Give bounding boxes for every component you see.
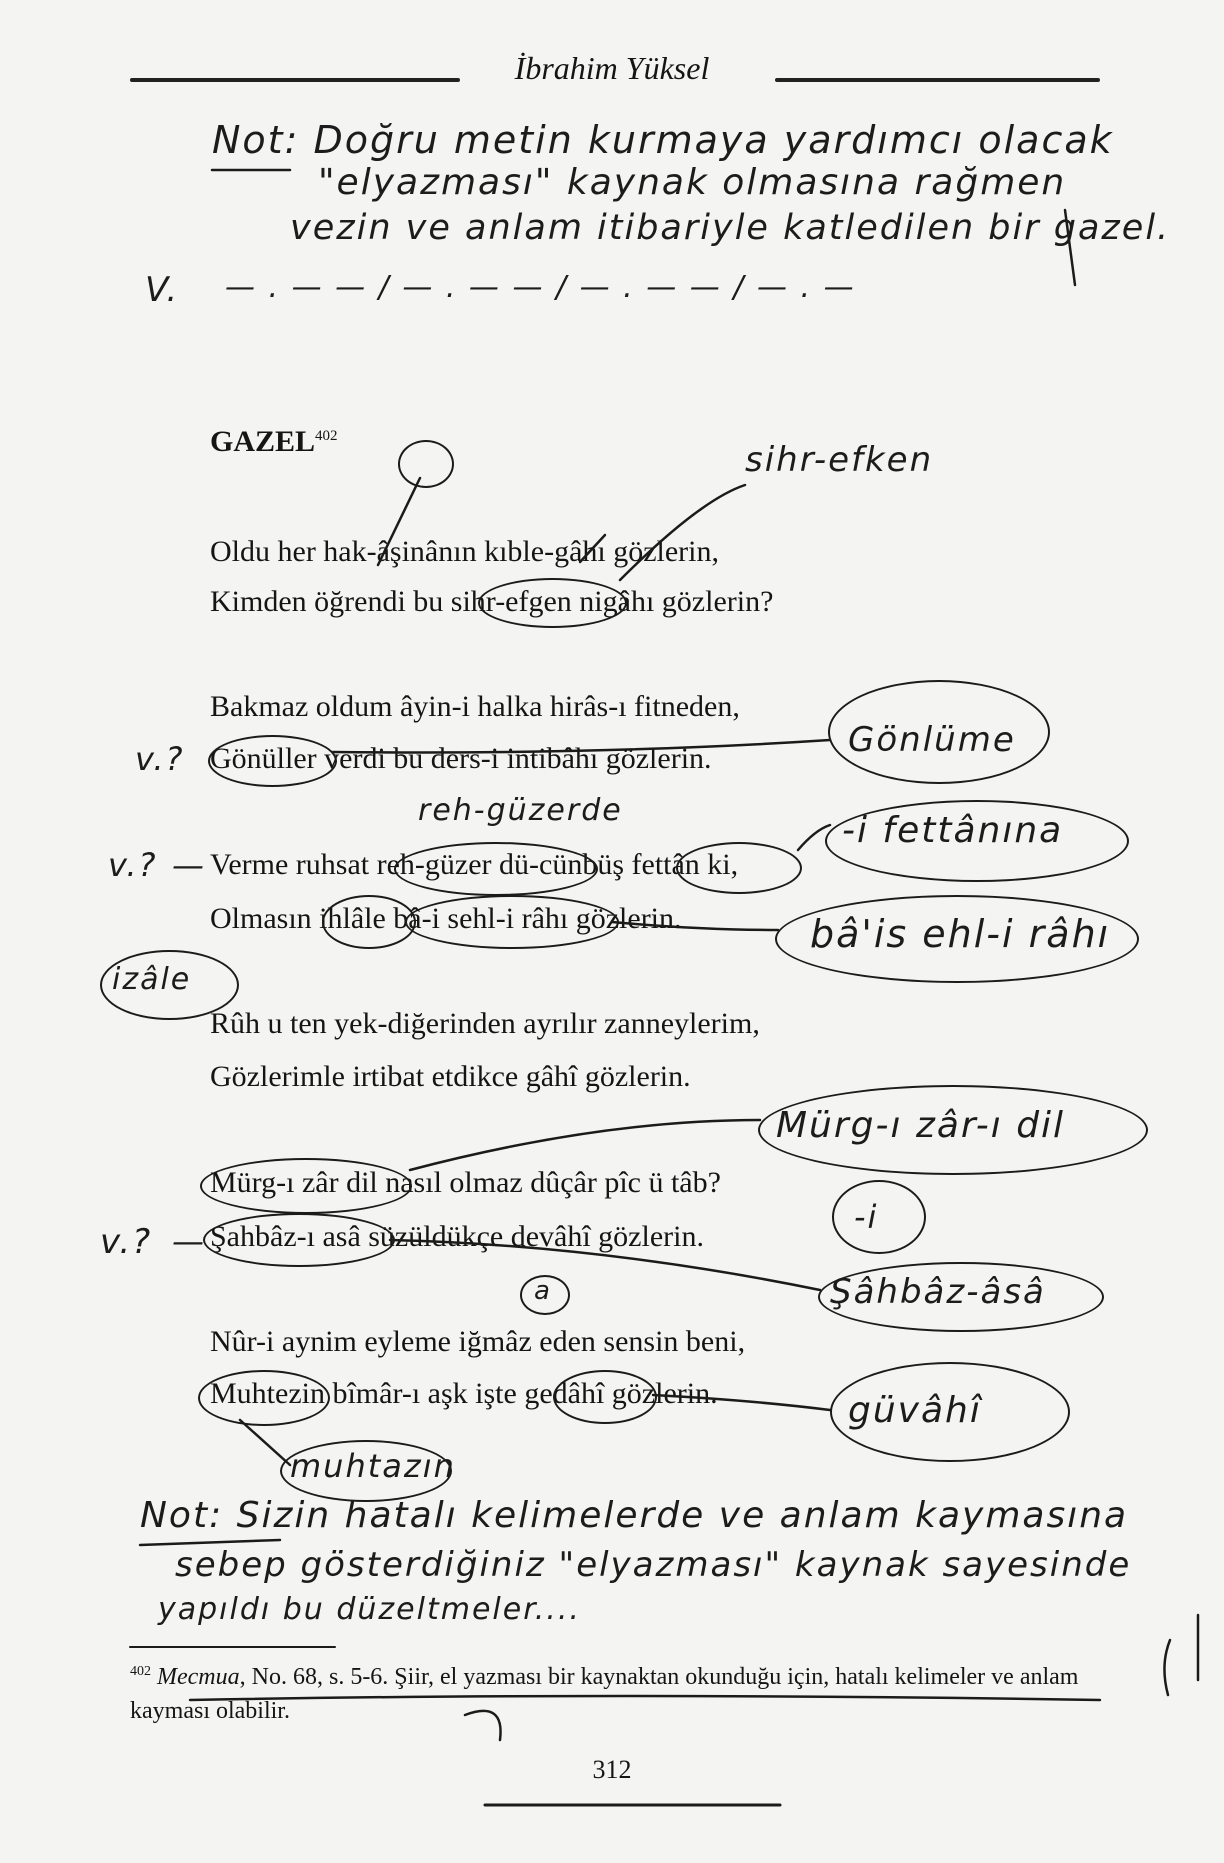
poem-line: Rûh u ten yek-diğerinden ayrılır zanneylerim, [210, 1007, 760, 1040]
annotation-sahbaz-asa: Şâhbâz-âsâ [830, 1272, 1046, 1312]
annotation-izale: izâle [112, 962, 192, 997]
note-bottom-line-2: sebep gösterdiğiniz "elyazması" kaynak sayesinde [175, 1545, 1132, 1585]
poem-line: Oldu her hak-âşinânın kıble-gâhı gözlerin, [210, 535, 720, 568]
note-top-line-2: "elyazması" kaynak olmasına rağmen [318, 162, 1067, 203]
meter-prefix: V. [145, 270, 180, 310]
annotation-sihr-efken: sihr-efken [745, 440, 934, 480]
annotation-reh-guzerde: reh-güzerde [418, 793, 623, 828]
annotation-suffix-i: -i [854, 1198, 879, 1236]
note-bottom-line-3: yapıldı bu düzeltmeler.... [158, 1592, 581, 1627]
margin-mark-vq: v.? [135, 740, 185, 778]
poem-line: Gönüller verdi bu ders-i intibâhı gözlerin. [210, 742, 712, 775]
footnote [130, 1655, 1140, 1728]
meter-scansion: — . — — / — . — — / — . — — / — . — [225, 270, 856, 305]
annotation-gonlume: Gönlüme [848, 720, 1016, 760]
note-bottom-line-1: Not: Sizin hatalı kelimelerde ve anlam kaymasına [140, 1495, 1129, 1536]
gazel-title-text: GAZEL [210, 425, 316, 458]
footnote-number: 402 [130, 1664, 151, 1679]
margin-mark-dash: — [172, 846, 206, 884]
footnote-source: Mecmua [157, 1664, 240, 1690]
annotation-guvahi: güvâhî [848, 1390, 982, 1431]
annotation-muhtazin: muhtazın [290, 1447, 456, 1485]
footnote-text: , No. 68, s. 5-6. Şiir, el yazması bir kaynaktan okunduğu için, hatalı kelimeler ve anlam kayması olabilir. [130, 1664, 1079, 1724]
poem-line: Gözlerimle irtibat etdikce gâhî gözlerin. [210, 1060, 691, 1093]
annotation-fettanina: -i fettânına [842, 810, 1064, 851]
poem-line: Mürg-ı zâr dil nasıl olmaz dûçâr pîc ü tâb? [210, 1166, 721, 1199]
poem-line: Bakmaz oldum âyin-i halka hirâs-ı fitneden, [210, 690, 740, 723]
footnote-reference: 402 [315, 428, 338, 444]
poem-line: Nûr-i aynim eyleme iğmâz eden sensin beni, [210, 1325, 746, 1358]
annotation-circle-mark: a [534, 1276, 552, 1306]
margin-mark-vq: v.? [108, 846, 158, 884]
note-top-line-3: vezin ve anlam itibariyle katledilen bir gazel. [290, 208, 1171, 248]
poem-line: Verme ruhsat reh-güzer dü-cünbüş fettân ki, [210, 848, 739, 881]
poem-line: Şahbâz-ı asâ süzüldükçe devâhî gözlerin. [210, 1220, 704, 1253]
poem-line: Olmasın ihlâle bâ-i sehl-i râhı gözlerin. [210, 902, 682, 935]
note-top-line-1: Not: Doğru metin kurmaya yardımcı olacak [212, 118, 1114, 162]
annotation-murg-i-zar-i-dil: Mürg-ı zâr-ı dil [776, 1105, 1066, 1146]
annotation-bais-ehli-rahi: bâ'is ehl-i râhı [810, 912, 1111, 956]
poem-line: Kimden öğrendi bu sihr-efgen nigâhı gözlerin? [210, 585, 774, 618]
margin-mark-dash: — [172, 1222, 206, 1260]
page-number: 312 [592, 1755, 632, 1784]
margin-mark-vq: v.? [100, 1222, 153, 1262]
poem-line: Muhtezin bîmâr-ı aşk işte gedâhî gözlerin. [210, 1377, 718, 1410]
running-header: İbrahim Yüksel [514, 50, 710, 86]
